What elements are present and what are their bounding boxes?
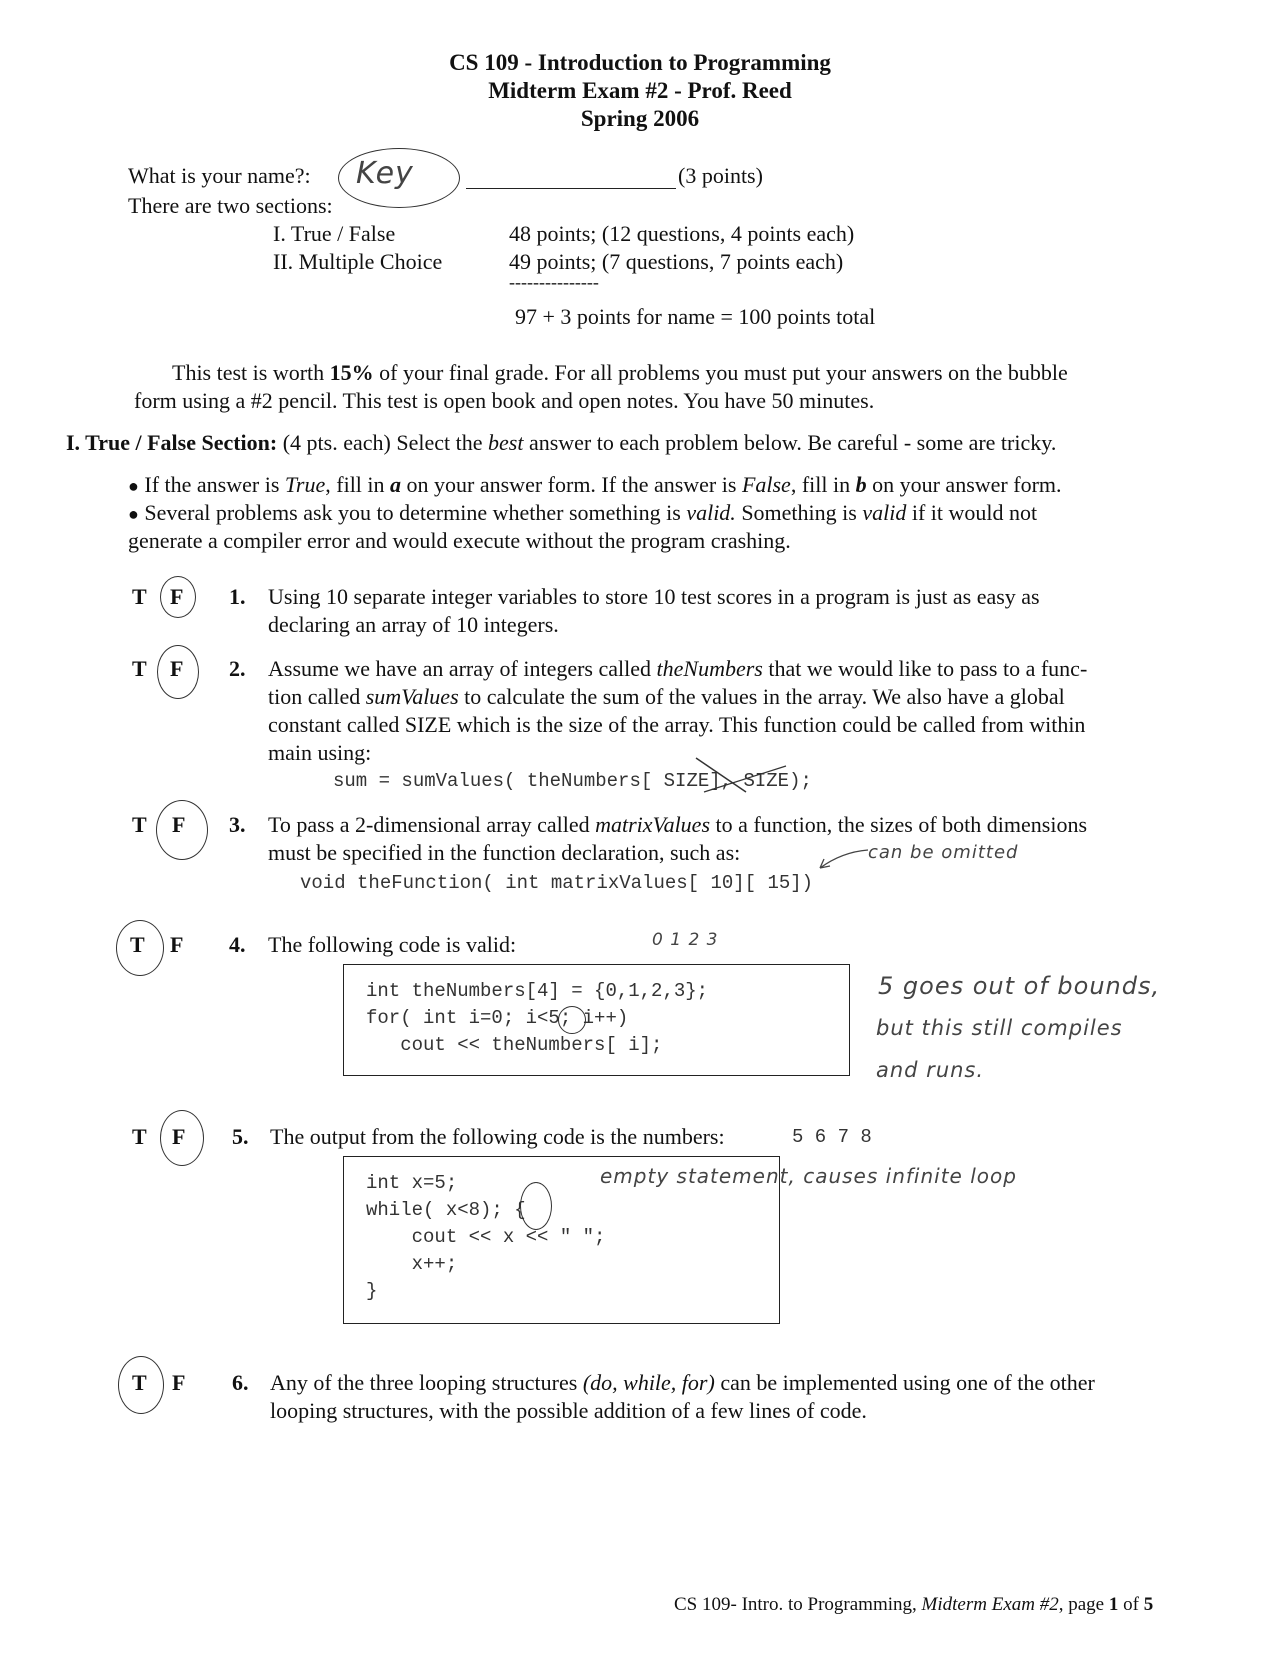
- q6-text-line2: looping structures, with the possible addition of a few lines of code.: [270, 1398, 867, 1423]
- q4-true: T: [130, 932, 145, 957]
- q1-number: 1.: [229, 584, 246, 609]
- name-points: (3 points): [678, 163, 763, 188]
- q6-false: F: [172, 1370, 186, 1395]
- name-answer: Key: [356, 156, 414, 191]
- page-footer: CS 109- Intro. to Programming, Midterm Exam #2, page 1 of 5: [674, 1594, 1154, 1615]
- exam-title-line1: CS 109 - Introduction to Programming: [449, 50, 831, 75]
- exam-title-line3: Spring 2006: [580, 106, 700, 131]
- points-total: 97 + 3 points for name = 100 points total: [515, 304, 876, 329]
- q2-true: T: [132, 656, 147, 681]
- q2-text-line4: main using:: [268, 740, 372, 765]
- q5-false: F: [172, 1124, 186, 1149]
- q6-text-line1: Any of the three looping structures (do, while, for) can be implemented using one of the other: [270, 1370, 1095, 1395]
- q1-false: F: [170, 584, 184, 609]
- q6-number: 6.: [232, 1370, 249, 1395]
- section-1-label: I. True / False: [273, 221, 396, 246]
- q3-answer-circle: [156, 800, 208, 860]
- q4-text-line1: The following code is valid:: [268, 932, 517, 957]
- q5-code-line2: while( x<8); {: [366, 1199, 526, 1221]
- q5-code-line5: }: [366, 1280, 378, 1302]
- q5-handwritten-note: empty statement, causes infinite loop: [600, 1164, 1017, 1188]
- q2-text-line1: Assume we have an array of integers called theNumbers that we would like to pass to a func-: [268, 656, 1088, 681]
- name-prompt: What is your name?:: [128, 163, 311, 188]
- q3-text-line2: must be specified in the function declaration, such as:: [268, 840, 741, 865]
- name-underline: [466, 188, 676, 189]
- q5-code-line3: cout << x << " ";: [366, 1226, 606, 1248]
- q4-answer-circle: [116, 920, 164, 976]
- q4-index-note: 0 1 2 3: [652, 930, 719, 950]
- section1-heading: I. True / False Section: (4 pts. each) Select the best answer to each problem below. Be careful - some are tricky.: [66, 430, 1057, 455]
- q4-note-line2: but this still compiles: [876, 1016, 1123, 1040]
- bullet-2: ● Several problems ask you to determine whether something is valid. Something is valid if it would not: [128, 500, 1038, 525]
- q4-note-line3: and runs.: [876, 1058, 985, 1082]
- q2-answer-circle: [157, 645, 199, 699]
- q5-text-line1: The output from the following code is the numbers:: [270, 1124, 725, 1149]
- intro-line2: form using a #2 pencil. This test is open book and open notes. You have 50 minutes.: [134, 388, 875, 413]
- q6-answer-circle: [118, 1356, 164, 1414]
- q4-false: F: [170, 932, 184, 957]
- q4-code-line1: int theNumbers[4] = {0,1,2,3};: [366, 980, 709, 1002]
- q5-semicolon-circle: [520, 1182, 552, 1230]
- q4-note-line1: 5 goes out of bounds,: [878, 972, 1161, 1000]
- q3-code: void theFunction( int matrixValues[ 10][ 15]): [300, 872, 814, 894]
- q3-false: F: [172, 812, 186, 837]
- q5-code-line4: x++;: [366, 1253, 458, 1275]
- q4-number: 4.: [229, 932, 246, 957]
- q4-code-line2: for( int i=0; i<5; i++): [366, 1007, 629, 1029]
- q3-number: 3.: [229, 812, 246, 837]
- q2-text-line3: constant called SIZE which is the size of the array. This function could be called from within: [268, 712, 1086, 737]
- intro-line1: This test is worth 15% of your final grade. For all problems you must put your answers on the bubble: [172, 360, 1068, 385]
- q3-arrow: [812, 846, 872, 876]
- q1-text-line1: Using 10 separate integer variables to store 10 test scores in a program is just as easy as: [268, 584, 1040, 609]
- section-2-label: II. Multiple Choice: [273, 249, 443, 274]
- q3-handwritten-note: can be omitted: [868, 842, 1019, 863]
- q1-answer-circle: [160, 576, 196, 618]
- sections-line: There are two sections:: [128, 193, 333, 218]
- q5-output-numbers: 5 6 7 8: [792, 1126, 872, 1148]
- points-dashes: ---------------: [509, 272, 599, 292]
- q5-code-line1: int x=5;: [366, 1172, 458, 1194]
- bullet-2-line2: generate a compiler error and would execute without the program crashing.: [128, 528, 791, 553]
- q5-true: T: [132, 1124, 147, 1149]
- q4-code-line3: cout << theNumbers[ i];: [366, 1034, 663, 1056]
- q6-true: T: [132, 1370, 147, 1395]
- q4-index-circle: [558, 1006, 586, 1034]
- q3-text-line1: To pass a 2-dimensional array called matrixValues to a function, the sizes of both dimensions: [268, 812, 1088, 837]
- exam-title-line2: Midterm Exam #2 - Prof. Reed: [488, 78, 792, 103]
- q2-strike-mark: [690, 752, 810, 802]
- q2-text-line2: tion called sumValues to calculate the sum of the values in the array. We also have a global: [268, 684, 1065, 709]
- q5-answer-circle: [160, 1110, 204, 1166]
- bullet-1: ● If the answer is True, fill in a on your answer form. If the answer is False, fill in b on your answer form.: [128, 472, 1062, 497]
- section-1-points: 48 points; (12 questions, 4 points each): [509, 221, 855, 246]
- q5-number: 5.: [232, 1124, 249, 1149]
- q2-false: F: [170, 656, 184, 681]
- q1-true: T: [132, 584, 147, 609]
- q1-text-line2: declaring an array of 10 integers.: [268, 612, 559, 637]
- name-circle: [338, 148, 460, 208]
- q2-code: sum = sumValues( theNumbers[ SIZE], SIZE);: [333, 770, 812, 792]
- q3-true: T: [132, 812, 147, 837]
- section-2-points: 49 points; (7 questions, 7 points each): [509, 249, 844, 274]
- q2-number: 2.: [229, 656, 246, 681]
